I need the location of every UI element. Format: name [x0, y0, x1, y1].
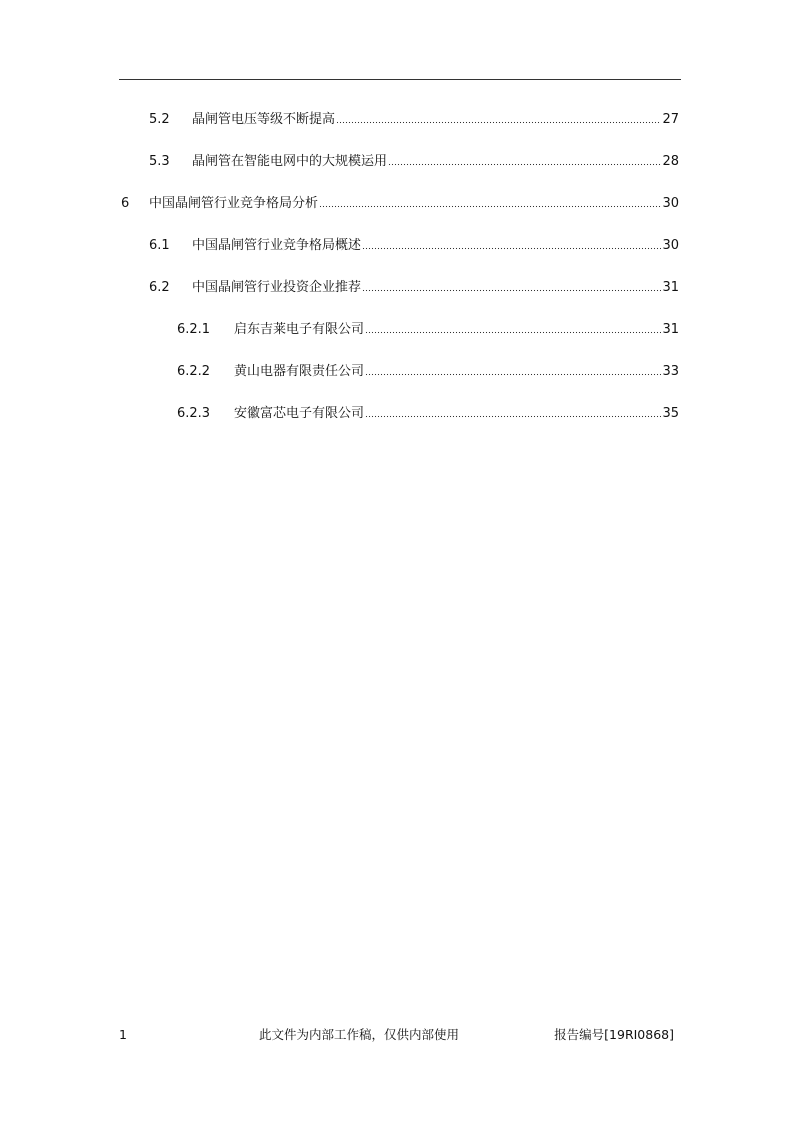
toc-entry-6-2-3[interactable]	[177, 403, 679, 423]
toc-entry-6-2-1[interactable]	[177, 319, 679, 339]
toc-entry-number: 6.1	[149, 238, 170, 253]
toc-entry-6-1[interactable]	[149, 235, 679, 255]
toc-leader-dots	[365, 404, 661, 418]
header-rule	[119, 79, 681, 80]
toc-leader-dots	[362, 278, 661, 292]
toc-entry-6-2-2[interactable]	[177, 361, 679, 381]
toc-entry-title: 中国晶闸管行业竞争格局概述	[192, 238, 362, 253]
toc-entry-title: 晶闸管在智能电网中的大规模运用	[192, 154, 388, 169]
toc-leader-dots	[388, 152, 661, 166]
toc-entry-title: 启东吉莱电子有限公司	[234, 322, 365, 337]
footer-confidential-note: 此文件为内部工作稿，仅供内部使用	[259, 1027, 460, 1042]
toc-entry-number: 6.2.3	[177, 406, 211, 421]
toc-entry-page: 30	[662, 238, 679, 253]
toc-entry-number: 6.2.2	[177, 364, 211, 379]
toc-entry-number: 6.2.1	[177, 322, 211, 337]
toc-entry-5-3[interactable]	[149, 151, 679, 171]
toc-entry-5-2[interactable]	[149, 109, 679, 129]
toc-leader-dots	[365, 320, 661, 334]
toc-entry-page: 31	[662, 322, 679, 337]
toc-entry-number: 6.2	[149, 280, 170, 295]
toc-entry-title: 安徽富芯电子有限公司	[234, 406, 365, 421]
toc-entry-title: 黄山电器有限责任公司	[234, 364, 365, 379]
toc-leader-dots	[319, 194, 661, 208]
footer-report-code: 报告编号[19RI0868]	[554, 1027, 674, 1042]
footer-page-number: 1	[119, 1027, 127, 1042]
toc-entry-page: 31	[662, 280, 679, 295]
toc-entry-title: 晶闸管电压等级不断提高	[192, 112, 336, 127]
toc-entry-page: 35	[662, 406, 679, 421]
toc-entry-title: 中国晶闸管行业投资企业推荐	[192, 280, 362, 295]
toc-leader-dots	[336, 110, 661, 124]
toc-entry-page: 27	[662, 112, 679, 127]
toc-entry-number: 6	[121, 196, 130, 211]
toc-entry-page: 33	[662, 364, 679, 379]
toc-entry-page: 28	[662, 154, 679, 169]
toc-entry-page: 30	[662, 196, 679, 211]
toc-leader-dots	[365, 362, 661, 376]
toc-entry-6[interactable]	[121, 193, 679, 213]
toc-leader-dots	[362, 236, 661, 250]
toc-entry-6-2[interactable]	[149, 277, 679, 297]
toc-entry-number: 5.3	[149, 154, 170, 169]
toc-entry-number: 5.2	[149, 112, 170, 127]
toc-entry-title: 中国晶闸管行业竞争格局分析	[149, 196, 319, 211]
